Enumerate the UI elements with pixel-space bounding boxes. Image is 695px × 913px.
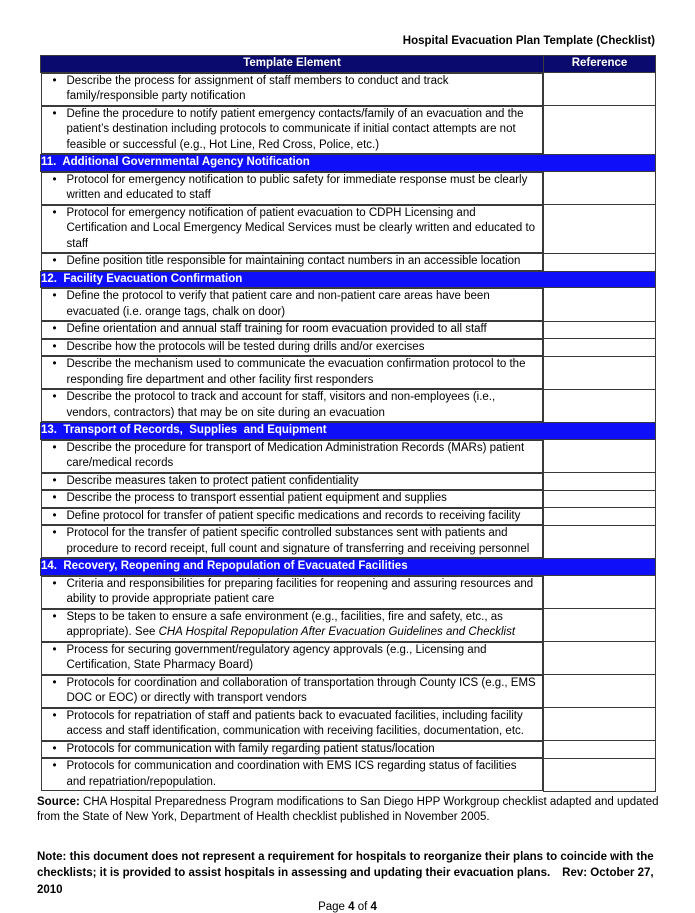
checklist-item-row (41, 642, 656, 675)
checklist-item-cell (41, 741, 544, 759)
checklist-item-cell (41, 339, 544, 357)
checklist-item-row (41, 758, 656, 791)
bullet-icon: • (52, 676, 57, 689)
checklist-item-text: Describe the process to transport essential patient equipment and supplies (66, 492, 447, 504)
checklist-item-cell (41, 356, 544, 389)
section-header-label: 14. Recovery, Reopening and Repopulation of Evacuated Facilities (41, 559, 656, 576)
reference-cell (544, 575, 656, 609)
bullet-icon: • (52, 74, 57, 87)
reference-cell (544, 205, 656, 254)
source-note (37, 795, 659, 826)
checklist-item-text: Define the procedure to notify patient emergency contacts/family of an evacuation and the patient’s destination including protocols to communicate if initial contact attempts are not feasible or successful (e.g., Hot Line, Red Cross, Police, etc.) (66, 107, 527, 151)
note-text (37, 849, 659, 899)
checklist-item-row (41, 321, 656, 339)
reference-cell (544, 72, 656, 106)
reference-cell (544, 708, 656, 741)
checklist-item-cell (41, 106, 544, 155)
checklist-item-cell (41, 508, 544, 526)
checklist-item-text: Describe measures taken to protect patient confidentiality (66, 474, 359, 487)
bullet-icon: • (52, 391, 57, 403)
checklist-item-cell (41, 253, 544, 271)
reference-cell (544, 741, 656, 759)
page-current: 4 (348, 901, 355, 913)
checklist-item-text: Define the protocol to verify that patient care and non-patient care areas have been evacuated (i.e. orange tags, chalk on door) (66, 290, 493, 318)
section-header-row (41, 155, 656, 172)
checklist-item-text: Protocols for communication and coordination with EMS ICS regarding status of facilities and repatriation/repopulation. (66, 760, 520, 788)
reference-cell (544, 508, 656, 526)
section-header-row (41, 423, 656, 440)
bullet-icon: • (52, 643, 57, 656)
checklist-item-text: Describe the process for assignment of staff members to conduct and track family/responsible party notification (66, 74, 452, 102)
checklist-item-cell (41, 73, 544, 106)
reference-cell (544, 321, 656, 339)
checklist-item-cell (41, 490, 544, 508)
bullet-icon: • (52, 323, 57, 335)
section-header-label: 12. Facility Evacuation Confirmation (41, 271, 656, 288)
bullet-icon: • (52, 358, 57, 370)
checklist-item-row (41, 288, 656, 322)
checklist-item-row (41, 741, 656, 759)
checklist-item-row (41, 106, 656, 155)
section-header-row (41, 271, 656, 288)
checklist-item-cell (41, 642, 544, 675)
checklist-item-row (41, 525, 656, 559)
checklist-item-row (41, 389, 656, 423)
checklist-item-row (41, 675, 656, 708)
checklist-item-text: Steps to be taken to ensure a safe environment (e.g., facilities, fire and safety, etc., as appropriate). See CHA Hospital Repopulation After Evacuation Guidelines and Checklist (66, 610, 516, 638)
checklist-item-row (41, 253, 656, 271)
reference-cell (544, 356, 656, 389)
source-text: CHA Hospital Preparedness Program modifications to San Diego HPP Workgroup checklist adapted and updated from the State of New York, Department of Health checklist published in November 2005. (37, 795, 659, 823)
bullet-icon: • (52, 492, 57, 504)
reference-cell (544, 609, 656, 642)
reference-cell (544, 439, 656, 473)
checklist-item-row (41, 708, 656, 741)
reference-cell (544, 490, 656, 508)
bullet-icon: • (52, 577, 57, 590)
checklist-item-text: Protocols for repatriation of staff and patients back to evacuated facilities, including facility access and staff identification, communication with receiving facilities, documentation, etc. (66, 709, 526, 737)
bullet-icon: • (52, 760, 57, 772)
section-header-row (41, 559, 656, 576)
reference-cell (544, 106, 656, 155)
bullet-icon: • (52, 474, 57, 487)
checklist-item-text: Protocol for the transfer of patient specific controlled substances sent with patients and procedure to record receipt, full count and signature of transferring and receiving personnel (66, 527, 530, 555)
column-header-template-element: Template Element (41, 56, 544, 73)
checklist-item-row (41, 356, 656, 389)
bullet-icon: • (52, 527, 57, 539)
section-header-label: 11. Additional Governmental Agency Notification (41, 155, 656, 172)
checklist-item-cell (41, 708, 544, 741)
checklist-item-cell (41, 473, 544, 491)
reference-cell (544, 288, 656, 322)
checklist-item-text: Describe how the protocols will be tested during drills and/or exercises (66, 340, 425, 353)
reference-cell (544, 675, 656, 708)
reference-cell (544, 171, 656, 205)
checklist-table (40, 55, 656, 792)
bullet-icon: • (52, 441, 57, 454)
checklist-item-text: Criteria and responsibilities for preparing facilities for reopening and assuring resources and ability to provide appropriate patient care (66, 577, 537, 605)
checklist-item-text: Protocol for emergency notification to public safety for immediate response must be clearly written and educated to staff (66, 173, 531, 201)
checklist-item-cell (41, 675, 544, 708)
checklist-item-row (41, 490, 656, 508)
checklist-item-text: Process for securing government/regulatory agency approvals (e.g., Licensing and Certification, State Pharmacy Board) (66, 643, 490, 671)
checklist-item-cell (41, 576, 544, 609)
checklist-item-text: Describe the mechanism used to communicate the evacuation confirmation protocol to the responding fire department and other facility first responders (66, 358, 529, 386)
checklist-item-row (41, 508, 656, 526)
reference-cell (544, 473, 656, 491)
bullet-icon: • (52, 742, 57, 755)
checklist-item-row (41, 72, 656, 106)
source-label: Source: (37, 795, 80, 808)
checklist-item-cell (41, 321, 544, 339)
table-header-row (41, 56, 656, 73)
page-label-mid: of (354, 901, 371, 913)
reference-cell (544, 642, 656, 675)
checklist-item-text: Define position title responsible for maintaining contact numbers in an accessible location (66, 255, 521, 267)
bullet-icon: • (52, 610, 57, 623)
checklist-item-row (41, 575, 656, 609)
checklist-item-row (41, 473, 656, 491)
checklist-item-text: Protocols for communication with family regarding patient status/location (66, 742, 435, 755)
checklist-item-text: Define orientation and annual staff training for room evacuation provided to all staff (66, 323, 487, 335)
checklist-item-text: Define protocol for transfer of patient specific medications and records to receiving facility (66, 509, 521, 522)
bullet-icon: • (52, 255, 57, 267)
checklist-item-row (41, 609, 656, 642)
checklist-item-cell (41, 758, 544, 791)
checklist-item-text: Describe the protocol to track and account for staff, visitors and non-employees (i.e., vendors, contractors) that may be on site during an evacuation (66, 391, 499, 419)
checklist-item-cell (41, 389, 544, 422)
bullet-icon: • (52, 709, 57, 722)
checklist-item-text: Protocols for coordination and collaboration of transportation through County ICS (e.g., EMS DOC or EOC) or directly with transport vendors (66, 676, 539, 704)
bullet-icon: • (52, 107, 57, 120)
bullet-icon: • (52, 340, 57, 353)
reference-cell (544, 758, 656, 791)
checklist-item-text: Protocol for emergency notification of patient evacuation to CDPH Licensing and Certification and Local Emergency Medical Services must be clearly written and educated to staff (66, 206, 539, 250)
checklist-item-row (41, 205, 656, 254)
checklist-item-row (41, 339, 656, 357)
section-header-label: 13. Transport of Records, Supplies and Equipment (41, 423, 656, 440)
page-label-pre: Page (318, 901, 349, 913)
reference-cell (544, 525, 656, 559)
note-body: Note: this document does not represent a requirement for hospitals to reorganize their plans to coincide with the checklists; it is provided to assist hospitals in assessing and updating their evacuation plans. (37, 850, 654, 879)
bullet-icon: • (52, 509, 57, 522)
column-header-reference: Reference (544, 56, 656, 73)
checklist-item-cell (41, 288, 544, 321)
checklist-item-row (41, 171, 656, 205)
page-number (40, 901, 655, 913)
checklist-item-cell (41, 525, 544, 558)
revision-date: Rev: October 27, 2010 (37, 867, 654, 896)
checklist-item-cell (41, 172, 544, 205)
bullet-icon: • (52, 173, 57, 186)
page-total: 4 (370, 901, 377, 913)
checklist-item-cell (41, 609, 544, 642)
checklist-item-text: Describe the procedure for transport of Medication Administration Records (MARs) patient care/medical records (66, 441, 528, 469)
reference-cell (544, 389, 656, 423)
bullet-icon: • (52, 290, 57, 302)
checklist-item-cell (41, 440, 544, 473)
checklist-item-row (41, 439, 656, 473)
reference-cell (544, 339, 656, 357)
checklist-item-cell (41, 205, 544, 254)
document-title: Hospital Evacuation Plan Template (Checklist) (402, 35, 655, 47)
reference-cell (544, 253, 656, 271)
bullet-icon: • (52, 206, 57, 219)
